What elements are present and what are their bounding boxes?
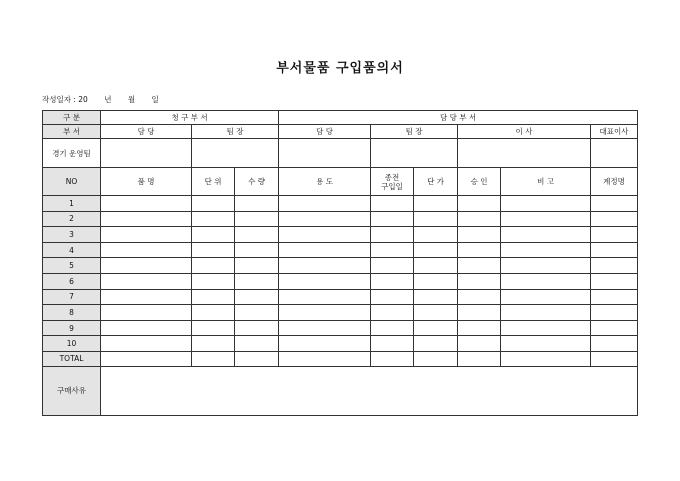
- approval-cell[interactable]: [458, 227, 501, 243]
- qty-cell[interactable]: [235, 196, 279, 212]
- prev-purchase-cell[interactable]: [371, 289, 414, 305]
- account-cell[interactable]: [591, 320, 638, 336]
- item-cell[interactable]: [101, 227, 192, 243]
- total-label: TOTAL: [43, 351, 101, 366]
- account-cell[interactable]: [591, 305, 638, 321]
- header-row-1: [43, 111, 638, 125]
- table-row: [43, 289, 638, 305]
- table-row: [43, 273, 638, 289]
- unit-price-cell[interactable]: [414, 196, 458, 212]
- usage-cell[interactable]: [279, 196, 371, 212]
- approval-cell[interactable]: [458, 211, 501, 227]
- approval-cell[interactable]: [458, 258, 501, 274]
- col-unit: 단 위: [192, 168, 235, 196]
- approval-cell[interactable]: [458, 289, 501, 305]
- prev-purchase-cell[interactable]: [371, 258, 414, 274]
- row-number: 8: [43, 305, 101, 321]
- table-row: [43, 258, 638, 274]
- total-qty-cell[interactable]: [235, 351, 279, 366]
- req-person-label: 담 당: [101, 125, 192, 139]
- qty-cell[interactable]: [235, 227, 279, 243]
- prev-purchase-cell[interactable]: [371, 196, 414, 212]
- row-number: 3: [43, 227, 101, 243]
- total-prev-cell[interactable]: [371, 351, 414, 366]
- req-leader-sign[interactable]: [192, 139, 279, 168]
- col-account: 계정명: [591, 168, 638, 196]
- table-row: [43, 242, 638, 258]
- unit-cell[interactable]: [192, 273, 235, 289]
- usage-cell[interactable]: [279, 258, 371, 274]
- table-row: [43, 320, 638, 336]
- director-sign[interactable]: [458, 139, 591, 168]
- item-cell[interactable]: [101, 196, 192, 212]
- signature-row: [43, 139, 638, 168]
- account-cell[interactable]: [591, 273, 638, 289]
- table-row: [43, 305, 638, 321]
- prev-purchase-cell[interactable]: [371, 227, 414, 243]
- date-day: 일: [151, 95, 159, 104]
- remarks-cell[interactable]: [501, 211, 591, 227]
- ceo-label: 대표이사: [591, 125, 638, 139]
- prev-purchase-cell[interactable]: [371, 305, 414, 321]
- usage-cell[interactable]: [279, 305, 371, 321]
- row-number: 7: [43, 289, 101, 305]
- document-title: 부서물품 구입품의서: [276, 61, 404, 76]
- chg-leader-sign[interactable]: [371, 139, 458, 168]
- charge-dept-header: 담 당 부 서: [279, 111, 638, 125]
- account-cell[interactable]: [591, 227, 638, 243]
- row-number: 4: [43, 242, 101, 258]
- total-price-cell[interactable]: [414, 351, 458, 366]
- unit-cell[interactable]: [192, 196, 235, 212]
- unit-cell[interactable]: [192, 305, 235, 321]
- account-cell[interactable]: [591, 242, 638, 258]
- remarks-cell[interactable]: [501, 305, 591, 321]
- row-number: 10: [43, 336, 101, 352]
- account-cell[interactable]: [591, 258, 638, 274]
- reason-field[interactable]: [101, 366, 638, 415]
- row-number: 1: [43, 196, 101, 212]
- unit-price-cell[interactable]: [414, 305, 458, 321]
- unit-price-cell[interactable]: [414, 289, 458, 305]
- unit-cell[interactable]: [192, 258, 235, 274]
- unit-price-cell[interactable]: [414, 336, 458, 352]
- account-cell[interactable]: [591, 336, 638, 352]
- usage-cell[interactable]: [279, 211, 371, 227]
- unit-price-cell[interactable]: [414, 273, 458, 289]
- approval-cell[interactable]: [458, 196, 501, 212]
- col-no: NO: [43, 168, 101, 196]
- unit-cell[interactable]: [192, 320, 235, 336]
- remarks-cell[interactable]: [501, 273, 591, 289]
- reason-row: [43, 366, 638, 415]
- reason-label: 구매사유: [43, 366, 101, 415]
- column-header-row: [43, 168, 638, 196]
- qty-cell[interactable]: [235, 320, 279, 336]
- approval-cell[interactable]: [458, 305, 501, 321]
- col-qty: 수 량: [235, 168, 279, 196]
- date-line: [42, 94, 173, 105]
- col-usage: 용 도: [279, 168, 371, 196]
- total-item-cell[interactable]: [101, 351, 192, 366]
- purchase-form-table: [42, 110, 638, 416]
- prev-purchase-cell[interactable]: [371, 211, 414, 227]
- item-cell[interactable]: [101, 336, 192, 352]
- unit-cell[interactable]: [192, 242, 235, 258]
- qty-cell[interactable]: [235, 258, 279, 274]
- item-cell[interactable]: [101, 273, 192, 289]
- row-number: 2: [43, 211, 101, 227]
- usage-cell[interactable]: [279, 273, 371, 289]
- unit-price-cell[interactable]: [414, 242, 458, 258]
- header-row-2: [43, 125, 638, 139]
- table-row: [43, 336, 638, 352]
- total-unit-cell[interactable]: [192, 351, 235, 366]
- usage-cell[interactable]: [279, 227, 371, 243]
- remarks-cell[interactable]: [501, 242, 591, 258]
- usage-cell[interactable]: [279, 289, 371, 305]
- col-prev-purchase-line1: 종전: [384, 172, 400, 182]
- date-label: 작성일자 : 20: [42, 95, 88, 104]
- remarks-cell[interactable]: [501, 289, 591, 305]
- total-account-cell[interactable]: [591, 351, 638, 366]
- date-month: 월: [127, 95, 136, 104]
- prev-purchase-cell[interactable]: [371, 273, 414, 289]
- item-cell[interactable]: [101, 305, 192, 321]
- item-cell[interactable]: [101, 289, 192, 305]
- chg-leader-label: 팀 장: [371, 125, 458, 139]
- chg-person-sign[interactable]: [279, 139, 371, 168]
- item-cell[interactable]: [101, 320, 192, 336]
- director-label: 이 사: [458, 125, 591, 139]
- total-row: [43, 351, 638, 366]
- approval-cell[interactable]: [458, 273, 501, 289]
- row-number: 5: [43, 258, 101, 274]
- total-remarks-cell[interactable]: [501, 351, 591, 366]
- col-unit-price: 단 가: [414, 168, 458, 196]
- usage-cell[interactable]: [279, 242, 371, 258]
- total-approval-cell[interactable]: [458, 351, 501, 366]
- approval-cell[interactable]: [458, 242, 501, 258]
- remarks-cell[interactable]: [501, 336, 591, 352]
- form-body: [43, 111, 638, 416]
- item-cell[interactable]: [101, 258, 192, 274]
- unit-price-cell[interactable]: [414, 258, 458, 274]
- prev-purchase-cell[interactable]: [371, 242, 414, 258]
- team-name-cell: 경기 운영팀: [43, 139, 101, 168]
- date-year: 년: [104, 95, 112, 104]
- total-usage-cell[interactable]: [279, 351, 371, 366]
- remarks-cell[interactable]: [501, 227, 591, 243]
- qty-cell[interactable]: [235, 289, 279, 305]
- col-approval: 승 인: [458, 168, 501, 196]
- approval-cell[interactable]: [458, 336, 501, 352]
- qty-cell[interactable]: [235, 305, 279, 321]
- prev-purchase-cell[interactable]: [371, 320, 414, 336]
- approval-cell[interactable]: [458, 320, 501, 336]
- unit-cell[interactable]: [192, 336, 235, 352]
- item-cell[interactable]: [101, 242, 192, 258]
- account-cell[interactable]: [591, 289, 638, 305]
- col-remarks: 비 고: [501, 168, 591, 196]
- col-prev-purchase: [371, 168, 414, 196]
- row-number: 6: [43, 273, 101, 289]
- qty-cell[interactable]: [235, 242, 279, 258]
- table-row: [43, 196, 638, 212]
- qty-cell[interactable]: [235, 273, 279, 289]
- gubun-cell: 구 분: [43, 111, 101, 125]
- unit-price-cell[interactable]: [414, 211, 458, 227]
- item-cell[interactable]: [101, 211, 192, 227]
- unit-price-cell[interactable]: [414, 227, 458, 243]
- table-row: [43, 211, 638, 227]
- dept-label: 부 서: [43, 125, 101, 139]
- req-leader-label: 팀 장: [192, 125, 279, 139]
- usage-cell[interactable]: [279, 336, 371, 352]
- ceo-sign[interactable]: [591, 139, 638, 168]
- account-cell[interactable]: [591, 211, 638, 227]
- request-dept-header: 청 구 부 서: [101, 111, 279, 125]
- unit-cell[interactable]: [192, 211, 235, 227]
- col-item: 품 명: [101, 168, 192, 196]
- remarks-cell[interactable]: [501, 196, 591, 212]
- col-prev-purchase-line2: 구입일: [381, 181, 403, 191]
- req-person-sign[interactable]: [101, 139, 192, 168]
- remarks-cell[interactable]: [501, 320, 591, 336]
- unit-cell[interactable]: [192, 289, 235, 305]
- qty-cell[interactable]: [235, 211, 279, 227]
- unit-cell[interactable]: [192, 227, 235, 243]
- prev-purchase-cell[interactable]: [371, 336, 414, 352]
- unit-price-cell[interactable]: [414, 320, 458, 336]
- table-row: [43, 227, 638, 243]
- chg-person-label: 담 당: [279, 125, 371, 139]
- row-number: 9: [43, 320, 101, 336]
- account-cell[interactable]: [591, 196, 638, 212]
- remarks-cell[interactable]: [501, 258, 591, 274]
- qty-cell[interactable]: [235, 336, 279, 352]
- usage-cell[interactable]: [279, 320, 371, 336]
